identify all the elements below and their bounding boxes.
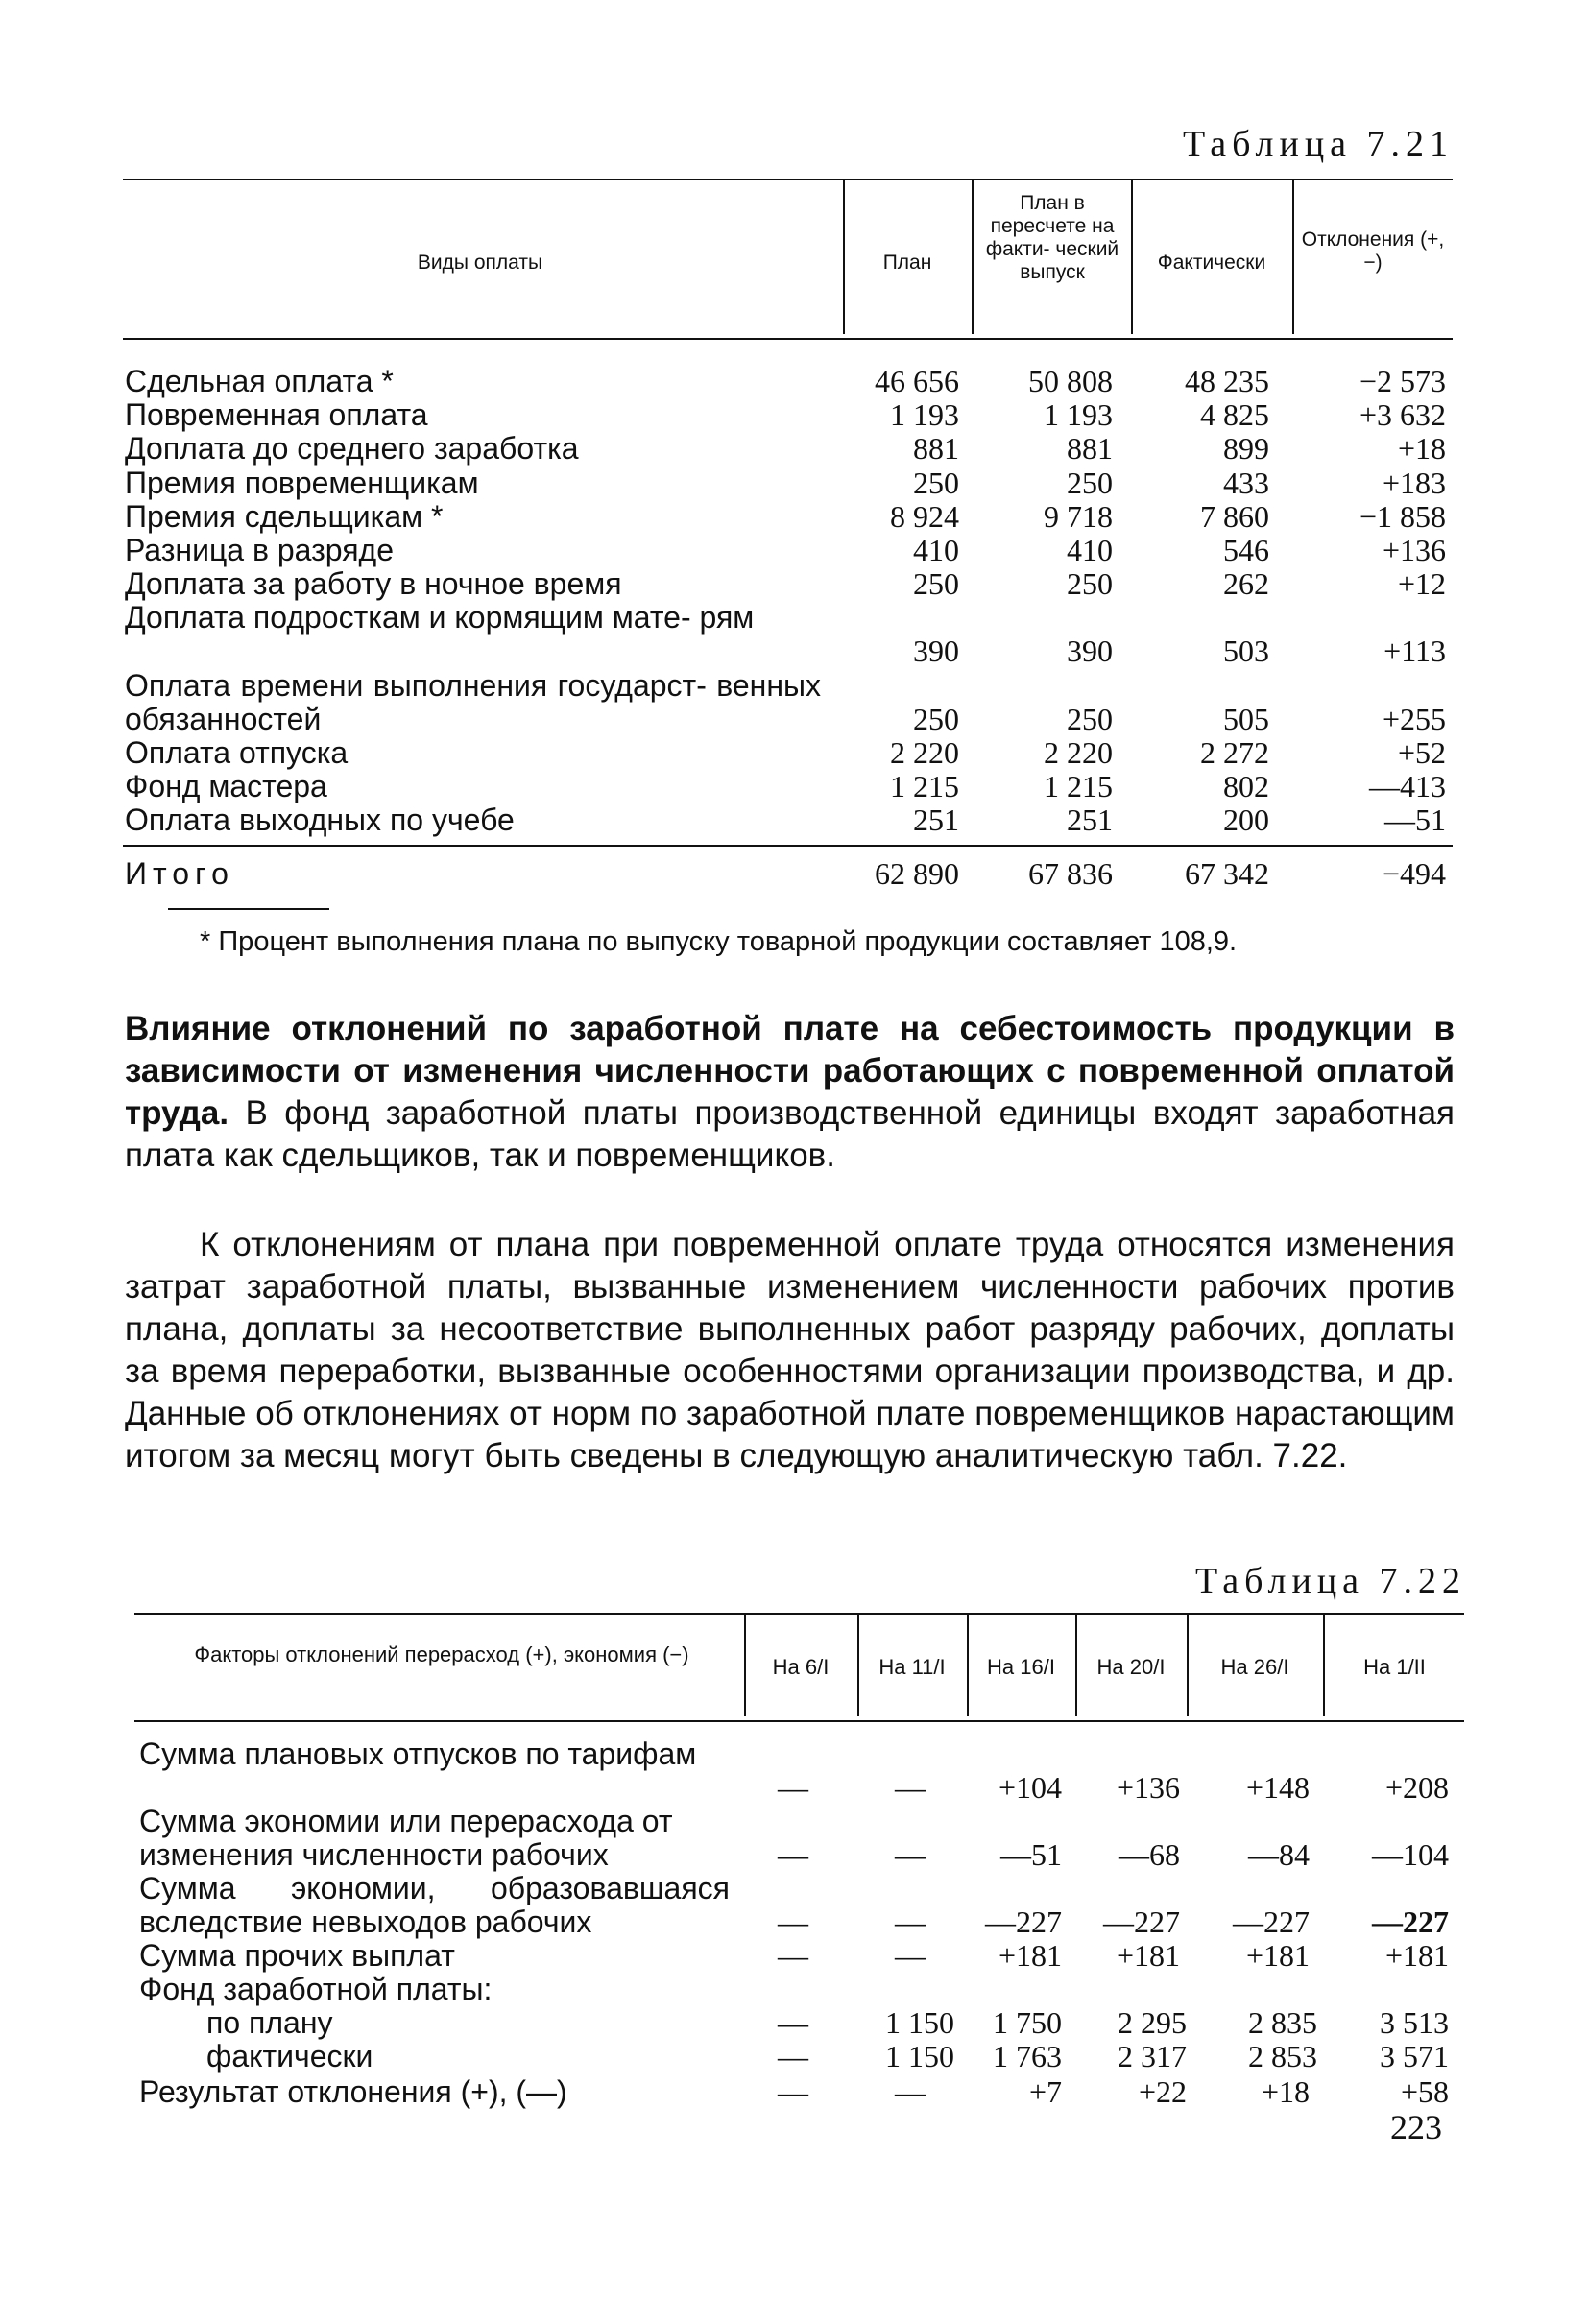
- table2-cell: 3 513: [1380, 2005, 1449, 2040]
- table2-cell: 1 150: [885, 2005, 954, 2040]
- table1-cell-fact: 899: [1223, 431, 1269, 466]
- table2-cell: —: [778, 2005, 808, 2040]
- table1-cell-fact: 262: [1223, 566, 1269, 601]
- table2-header-rule: [134, 1720, 1464, 1722]
- table1-header-fact: Фактически: [1157, 252, 1266, 274]
- table2-row-label: Сумма плановых отпусков по тарифам: [139, 1737, 697, 1771]
- table2-header-date: На 20/I: [1096, 1655, 1166, 1679]
- table1-row-label: Доплата до среднего заработка: [125, 431, 579, 466]
- table1-cell-dev: +255: [1382, 702, 1446, 736]
- table2-cell: +181: [998, 1938, 1062, 1973]
- table1-cell-fact: 48 235: [1185, 364, 1269, 398]
- table2-cell: —: [778, 1770, 808, 1805]
- table1-row-label: Оплата отпуска: [125, 735, 349, 770]
- table1-total-fact: 67 342: [1185, 856, 1269, 891]
- table1-cell-recalc: 410: [1067, 533, 1113, 567]
- table1-header-rule: [123, 338, 1453, 340]
- table2-cell: —227: [1233, 1905, 1310, 1939]
- table2-cell: +148: [1245, 1770, 1310, 1805]
- table1-cell-recalc: 9 718: [1044, 499, 1113, 534]
- table1-cell-plan: 8 924: [890, 499, 959, 534]
- table1-cell-dev: —413: [1369, 769, 1446, 803]
- table2-cell: +104: [998, 1770, 1062, 1805]
- table2-header-date: На 1/II: [1363, 1655, 1426, 1679]
- table2-row-label: по плану: [206, 2005, 333, 2040]
- table1-total-rule: [123, 845, 1453, 847]
- table1-cell-dev: +52: [1397, 735, 1446, 770]
- table1-cell-plan: 250: [913, 702, 959, 736]
- table2-header-date: На 26/I: [1220, 1655, 1289, 1679]
- table2-cell: —: [778, 2074, 808, 2109]
- table1-cell-fact: 503: [1223, 634, 1269, 668]
- table1-cell-plan: 2 220: [890, 735, 959, 770]
- table1-row-label: Доплата за работу в ночное время: [125, 566, 622, 601]
- table1-cell-recalc: 250: [1067, 566, 1113, 601]
- table2-cell: —227: [1372, 1905, 1449, 1939]
- table1-total-recalc: 67 836: [1028, 856, 1113, 891]
- footnote-rule: [168, 908, 329, 910]
- table1-cell-recalc: 250: [1067, 466, 1113, 500]
- table1-cell-plan: 390: [913, 634, 959, 668]
- table2-cell: +181: [1245, 1938, 1310, 1973]
- page-number: 223: [1390, 2108, 1442, 2146]
- table2-cell: +136: [1116, 1770, 1180, 1805]
- table1-cell-dev: −1 858: [1359, 499, 1446, 534]
- table1-cell-recalc: 251: [1067, 803, 1113, 837]
- table2-cell: +18: [1261, 2074, 1310, 2109]
- table1-row-label: Премия повременщикам: [125, 466, 479, 500]
- table2-row-label: фактически: [206, 2039, 373, 2073]
- table1-total-label: Итого: [125, 856, 234, 891]
- table2-cell: +208: [1384, 1770, 1449, 1805]
- table2-cell: 2 835: [1248, 2005, 1317, 2040]
- table2-header-factors: Факторы отклонений перерасход (+), экономия (−): [194, 1642, 689, 1666]
- table2-row-label: Сумма экономии, образовавшаяся вследствие невыходов рабочих: [139, 1871, 730, 1939]
- table1-row-label: Повременная оплата: [125, 397, 428, 432]
- table1-total-dev: −494: [1382, 856, 1446, 891]
- table2-cell: —: [778, 1837, 808, 1872]
- table1-cell-plan: 250: [913, 466, 959, 500]
- table2-cell: —84: [1248, 1837, 1310, 1872]
- table1-cell-dev: −2 573: [1359, 364, 1446, 398]
- table1-total-plan: 62 890: [875, 856, 959, 891]
- table1-cell-fact: 546: [1223, 533, 1269, 567]
- table2-cell: 2 317: [1118, 2039, 1187, 2073]
- table2-cell: +181: [1384, 1938, 1449, 1973]
- table1-top-rule: [123, 179, 1453, 180]
- table1-cell-plan: 46 656: [875, 364, 959, 398]
- table1-cell-fact: 4 825: [1200, 397, 1269, 432]
- table2-cell: 1 150: [885, 2039, 954, 2073]
- table2-cell: —: [895, 2074, 926, 2109]
- table2-cell: —: [778, 1905, 808, 1939]
- table1-row-label: Разница в разряде: [125, 533, 394, 567]
- table2-cell: —: [895, 1770, 926, 1805]
- table2-row-label: Результат отклонения (+), (—): [139, 2074, 567, 2109]
- table2-header-date: На 16/I: [987, 1655, 1055, 1679]
- table1-cell-fact: 802: [1223, 769, 1269, 803]
- table1-cell-dev: +12: [1397, 566, 1446, 601]
- table1-cell-plan: 881: [913, 431, 959, 466]
- table2-cell: —: [895, 1938, 926, 1973]
- table1-cell-dev: +136: [1382, 533, 1446, 567]
- table1-caption: Таблица 7.21: [1183, 124, 1455, 164]
- table2-cell: —: [778, 1938, 808, 1973]
- table1-cell-plan: 1 215: [890, 769, 959, 803]
- table2-row-label: Сумма прочих выплат: [139, 1938, 455, 1973]
- table2-cell: +7: [1028, 2074, 1062, 2109]
- table2-cell: +58: [1400, 2074, 1449, 2109]
- paragraph-1-heading: Влияние отклонений по заработной плате на себестоимость продукции в зависимости от изменения численности работающих с повременной оплатой труда.: [125, 1010, 1455, 1132]
- table1-row-label: Оплата выходных по учебе: [125, 803, 515, 837]
- table1-cell-plan: 410: [913, 533, 959, 567]
- table1-cell-dev: +3 632: [1359, 397, 1446, 432]
- table2-header-date: На 11/I: [878, 1655, 946, 1679]
- table2-cell: 3 571: [1380, 2039, 1449, 2073]
- paragraph-2: К отклонениям от плана при повременной оплате труда относятся изменения затрат заработной платы, вызванные изменением численности рабочих против плана, доплаты за несоответствие выполненных работ разряду рабочих, доплаты за время переработки, вызванные особенностями организации производства, и др. Данные об отклонениях от норм по заработной плате повременщиков нарастающим итогом за месяц могут быть сведены в следующую аналитическую табл. 7.22.: [125, 1226, 1455, 1474]
- table1-cell-plan: 1 193: [890, 397, 959, 432]
- table2-caption: Таблица 7.22: [1195, 1561, 1467, 1601]
- table2-cell: —51: [1000, 1837, 1062, 1872]
- table2-cell: 2 853: [1248, 2039, 1317, 2073]
- paragraph-1: [125, 1008, 1455, 1177]
- table2-cell: —227: [985, 1905, 1062, 1939]
- table1-row-label: Доплата подросткам и кормящим мате- рям: [125, 600, 755, 635]
- table2-cell: +22: [1138, 2074, 1187, 2109]
- table1-col-divider: [1292, 179, 1294, 334]
- table1-cell-recalc: 2 220: [1044, 735, 1113, 770]
- table1-cell-dev: +113: [1383, 634, 1446, 668]
- table2-header-date: На 6/I: [772, 1655, 830, 1679]
- table1-cell-dev: +183: [1382, 466, 1446, 500]
- table2-row-label: Сумма экономии или перерасхода от изменения численности рабочих: [139, 1804, 673, 1872]
- table1-header-type: Виды оплаты: [417, 252, 543, 274]
- table1-cell-recalc: 390: [1067, 634, 1113, 668]
- table2-cell: —: [895, 1905, 926, 1939]
- table1-cell-dev: +18: [1397, 431, 1446, 466]
- table1-header-plan: План: [882, 252, 932, 274]
- table1-row-label: Оплата времени выполнения государст- венных обязанностей: [125, 668, 821, 736]
- table2-cell: —68: [1119, 1837, 1180, 1872]
- table2-cell: —104: [1372, 1837, 1449, 1872]
- table2-top-rule: [134, 1613, 1464, 1615]
- table1-cell-fact: 200: [1223, 803, 1269, 837]
- table1-header-dev: Отклонения (+, −): [1301, 228, 1445, 274]
- table1-cell-plan: 251: [913, 803, 959, 837]
- table1-row-label: Премия сдельщикам *: [125, 499, 444, 534]
- table1-col-divider: [972, 179, 974, 334]
- table2-cell: 1 750: [993, 2005, 1062, 2040]
- table2-cell: —: [895, 1837, 926, 1872]
- table2-cell: —: [778, 2039, 808, 2073]
- table1-cell-fact: 2 272: [1200, 735, 1269, 770]
- table1-cell-plan: 250: [913, 566, 959, 601]
- table1-cell-fact: 433: [1223, 466, 1269, 500]
- table2-cell: +181: [1116, 1938, 1180, 1973]
- table1-cell-recalc: 50 808: [1028, 364, 1113, 398]
- table1-footnote: * Процент выполнения плана по выпуску товарной продукции составляет 108,9.: [200, 926, 1238, 957]
- table1-header-recalc: План в пересчете на факти- ческий выпуск: [985, 192, 1119, 283]
- table1-cell-recalc: 250: [1067, 702, 1113, 736]
- table1-cell-recalc: 1 193: [1044, 397, 1113, 432]
- table1-row-label: Фонд мастера: [125, 769, 327, 803]
- table1-cell-fact: 7 860: [1200, 499, 1269, 534]
- table1-cell-dev: —51: [1384, 803, 1446, 837]
- table2-cell: 2 295: [1118, 2005, 1187, 2040]
- table1-cell-fact: 505: [1223, 702, 1269, 736]
- paragraph-1-text: В фонд заработной платы производственной единицы входят заработная плата как сдельщиков, так и повременщиков.: [125, 1094, 1455, 1174]
- table1-row-label: Сдельная оплата *: [125, 364, 394, 398]
- table2-row-label: Фонд заработной платы:: [139, 1972, 493, 2006]
- table2-cell: —227: [1103, 1905, 1180, 1939]
- table2-cell: 1 763: [993, 2039, 1062, 2073]
- table1-cell-recalc: 1 215: [1044, 769, 1113, 803]
- table1-cell-recalc: 881: [1067, 431, 1113, 466]
